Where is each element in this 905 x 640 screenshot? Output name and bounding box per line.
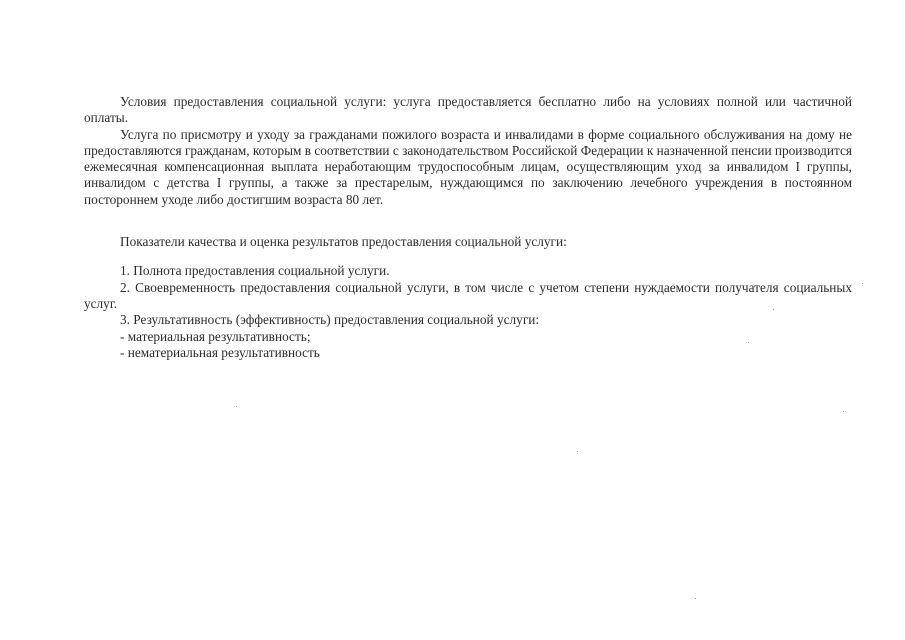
conditions-paragraph: Условия предоставления социальной услуги: услуга предоставляется бесплатно либо на условиях полной или частичной оплаты. (84, 94, 852, 126)
scan-speck (773, 309, 774, 310)
result-type-item: - материальная результативность; (120, 328, 311, 344)
scan-speck (236, 406, 237, 407)
document-body (84, 94, 852, 361)
scan-speck (695, 598, 696, 599)
indicator-item: 1. Полнота предоставления социальной услуги. (120, 263, 390, 279)
quality-heading: Показатели качества и оценка результатов предоставления социальной услуги: (120, 234, 567, 250)
scan-speck (748, 342, 749, 343)
indicator-item: 3. Результативность (эффективность) предоставления социальной услуги: (120, 312, 540, 328)
scan-speck (862, 283, 863, 284)
scan-speck (843, 411, 844, 412)
restriction-paragraph: Услуга по присмотру и уходу за гражданами пожилого возраста и инвалидами в форме социального обслуживания на дому не предоставляются гражданам, которым в соответствии с законодательством Российской Федерации к назначенной пенсии производится ежемесячная компенсационная выплата неработающим трудоспособным лицам, осуществляющим уход за инвалидом I группы, инвалидом с детства I группы, а также за престарелым, нуждающимся по заключению лечебного учреждения в постоянном постороннем уходе либо достигшим возраста 80 лет. (84, 126, 852, 207)
result-type-item: - нематериальная результативность (120, 344, 320, 360)
indicator-item: 2. Своевременность предоставления социальной услуги, в том числе с учетом степени нуждаемости получателя социальных услуг. (84, 279, 852, 311)
scan-speck (577, 451, 578, 452)
